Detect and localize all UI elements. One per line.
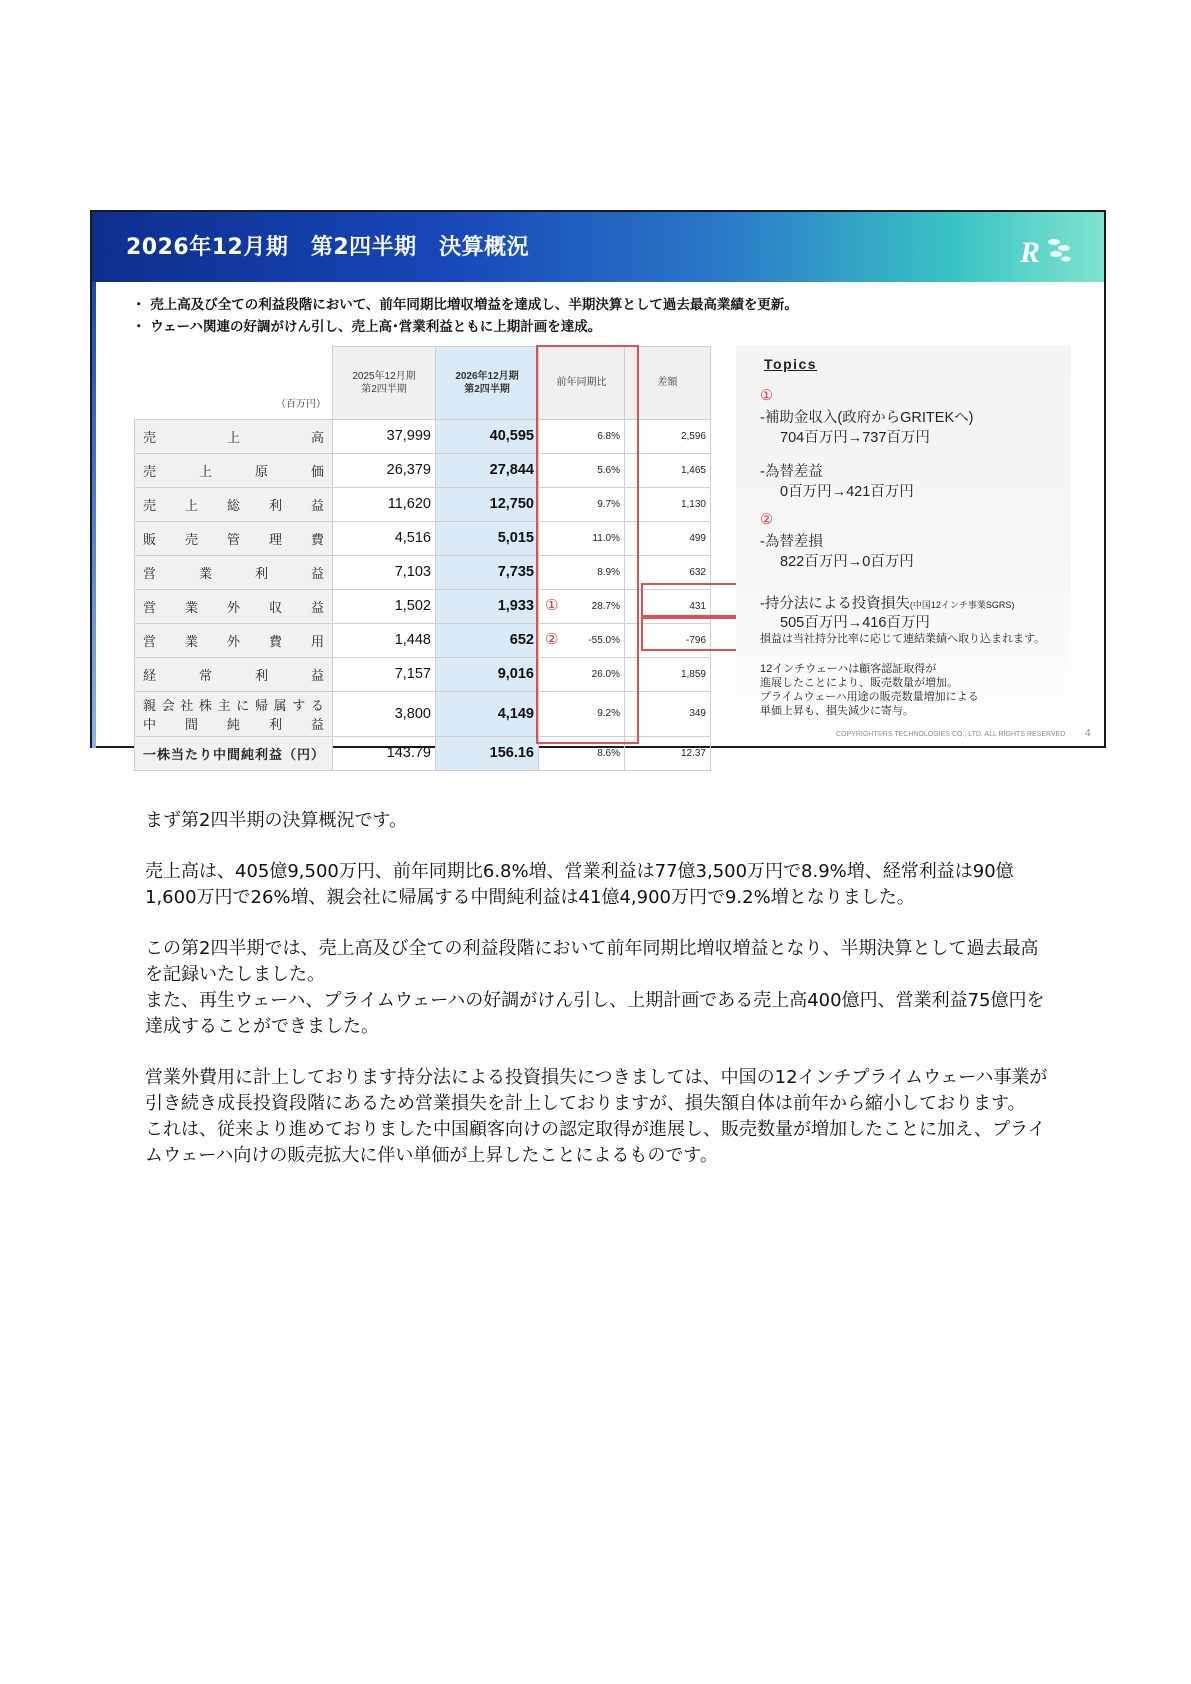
cell-diff: 2,596: [625, 419, 711, 453]
logo-letter: R: [1020, 236, 1041, 269]
bullet-2: ・ ウェーハ関連の好調がけん引し、売上高･営業利益ともに上期計画を達成。: [132, 319, 602, 335]
row-label: 親 会 社 株 主 に 帰 属 す る 中 間 純 利 益: [135, 691, 333, 736]
cell-prev: 11,620: [333, 487, 436, 521]
topics-marker-2: ②: [760, 512, 773, 528]
header-yoy: 前年同期比: [539, 347, 625, 420]
cell-current: 1,933: [436, 589, 539, 623]
topic-fx-gain-value: 0百万円→421百万円: [780, 484, 914, 500]
row-label: 営 業 利 益: [135, 555, 333, 589]
topic-note-line-2: 進展したことにより、販売数量が増加。: [760, 677, 958, 689]
cell-diff: -796: [625, 623, 711, 657]
topic-note-line-1: 12インチウェーハは顧客認証取得が: [760, 663, 937, 675]
cell-current: 40,595: [436, 419, 539, 453]
notes-paragraph-1: まず第2四半期の決算概況です。: [145, 810, 408, 831]
table-row: [135, 521, 711, 555]
cell-yoy: ① 28.7%: [539, 589, 625, 623]
row-label: 売 上 原 価: [135, 453, 333, 487]
cell-prev: 37,999: [333, 419, 436, 453]
slide-title: 2026年12月期 第2四半期 決算概況: [126, 235, 530, 260]
accent-rule: [92, 282, 96, 748]
cell-yoy: 26.0%: [539, 657, 625, 691]
notes-paragraph-3: この第2四半期では、売上高及び全ての利益段階において前年同期比増収増益となり、半期決算として過去最高を記録いたしました。 また、再生ウェーハ、プライムウェーハの好調がけん引し、上期計画である売上高400億円、営業利益75億円を達成することができました。: [145, 938, 1045, 1037]
table-row: [135, 691, 711, 736]
topics-title: Topics: [764, 356, 818, 372]
header-prev: 2025年12月期 第2四半期: [333, 347, 436, 420]
table-row: [135, 419, 711, 453]
cell-current: 27,844: [436, 453, 539, 487]
bullet-1: ・ 売上高及び全ての利益段階において、前年同期比増収増益を達成し、半期決算として過去最高業績を更新。: [132, 297, 798, 313]
company-logo-icon: [1016, 226, 1076, 270]
table-row: [135, 555, 711, 589]
cell-diff: 632: [625, 555, 711, 589]
table-row: [135, 657, 711, 691]
cell-current: 5,015: [436, 521, 539, 555]
financial-table: [134, 346, 711, 771]
topic-note-line-4: 単価上昇も、損失減少に寄与。: [760, 705, 914, 717]
row-label: 経 常 利 益: [135, 657, 333, 691]
cell-current: 4,149: [436, 691, 539, 736]
cell-diff: 431: [625, 589, 711, 623]
table-row: [135, 487, 711, 521]
cell-diff: 349: [625, 691, 711, 736]
cell-yoy: 8.6%: [539, 736, 625, 770]
cell-prev: 7,103: [333, 555, 436, 589]
topic-subsidy: -補助金収入(政府からGRITEKへ): [760, 410, 974, 426]
cell-yoy: 9.7%: [539, 487, 625, 521]
topic-fx-loss: -為替差損: [760, 534, 823, 550]
cell-current: 156.16: [436, 736, 539, 770]
marker-2: ②: [545, 630, 559, 648]
cell-prev: 7,157: [333, 657, 436, 691]
topics-marker-1: ①: [760, 388, 773, 404]
topic-note-line-3: プライムウェーハ用途の販売数量増加による: [760, 691, 979, 703]
row-label: 営 業 外 収 益: [135, 589, 333, 623]
row-label: 売 上 総 利 益: [135, 487, 333, 521]
row-label: 売 上 高: [135, 419, 333, 453]
topic-equity-loss: -持分法による投資損失(中国12インチ事業SGRS): [760, 596, 1015, 612]
notes-paragraph-4: 営業外費用に計上しております持分法による投資損失につきましては、中国の12インチプライムウェーハ事業が引き続き成長投資段階にあるため営業損失を計上しておりますが、損失額自体は前年から縮小しております。 これは、従来より進めておりました中国顧客向けの認定取得が進展し、販売数量が増加したことに加え、プライムウェーハ向けの販売拡大に伴い単価が上昇したことによるものです。: [145, 1067, 1048, 1166]
page-number: 4: [1085, 728, 1091, 739]
cell-yoy: 5.6%: [539, 453, 625, 487]
cell-diff: 1,130: [625, 487, 711, 521]
table-header-row: [135, 347, 711, 420]
topics-panel: [736, 346, 1071, 746]
cell-yoy: 6.8%: [539, 419, 625, 453]
row-label: 営 業 外 費 用: [135, 623, 333, 657]
table-row: [135, 589, 711, 623]
cell-prev: 143.79: [333, 736, 436, 770]
cell-prev: 1,448: [333, 623, 436, 657]
row-label: 一株当たり中間純利益（円）: [135, 736, 333, 770]
topic-fx-loss-value: 822百万円→0百万円: [780, 554, 914, 570]
topic-equity-loss-value: 505百万円→416百万円: [780, 615, 930, 631]
table-row: [135, 453, 711, 487]
marker-1: ①: [545, 596, 559, 614]
cell-prev: 26,379: [333, 453, 436, 487]
topic-fx-gain: -為替差益: [760, 464, 823, 480]
table-row: [135, 623, 711, 657]
cell-prev: 1,502: [333, 589, 436, 623]
row-label: 販 売 管 理 費: [135, 521, 333, 555]
cell-diff: 12.37: [625, 736, 711, 770]
table-row: [135, 736, 711, 770]
cell-prev: 3,800: [333, 691, 436, 736]
cell-prev: 4,516: [333, 521, 436, 555]
unit-label: （百万円）: [135, 347, 333, 420]
copyright: COPYRIGHT©RS TECHNOLOGIES CO., LTD. ALL RIGHTS RESERVED: [836, 731, 1066, 738]
slide-header: [92, 212, 1104, 282]
cell-yoy: 8.9%: [539, 555, 625, 589]
cell-diff: 499: [625, 521, 711, 555]
speaker-notes: [145, 808, 1050, 1194]
cell-yoy: 9.2%: [539, 691, 625, 736]
cell-diff: 1,465: [625, 453, 711, 487]
cell-yoy: 11.0%: [539, 521, 625, 555]
topic-equity-loss-note: 損益は当社持分比率に応じて連結業績へ取り込まれます。: [760, 633, 1046, 645]
cell-current: 7,735: [436, 555, 539, 589]
summary-bullets: [132, 294, 798, 338]
notes-paragraph-2: 売上高は、405億9,500万円、前年同期比6.8%増、営業利益は77億3,500万円で8.9%増、経常利益は90億1,600万円で26%増、親会社に帰属する中間純利益は41億4,900万円で9.2%増となりました。: [145, 861, 1014, 908]
topic-subsidy-value: 704百万円→737百万円: [780, 430, 930, 446]
header-current: 2026年12月期 第2四半期: [436, 347, 539, 420]
cell-diff: 1,859: [625, 657, 711, 691]
header-diff: 差額: [625, 347, 711, 420]
cell-yoy: ② -55.0%: [539, 623, 625, 657]
slide: [90, 210, 1106, 762]
cell-current: 652: [436, 623, 539, 657]
cell-current: 9,016: [436, 657, 539, 691]
cell-current: 12,750: [436, 487, 539, 521]
